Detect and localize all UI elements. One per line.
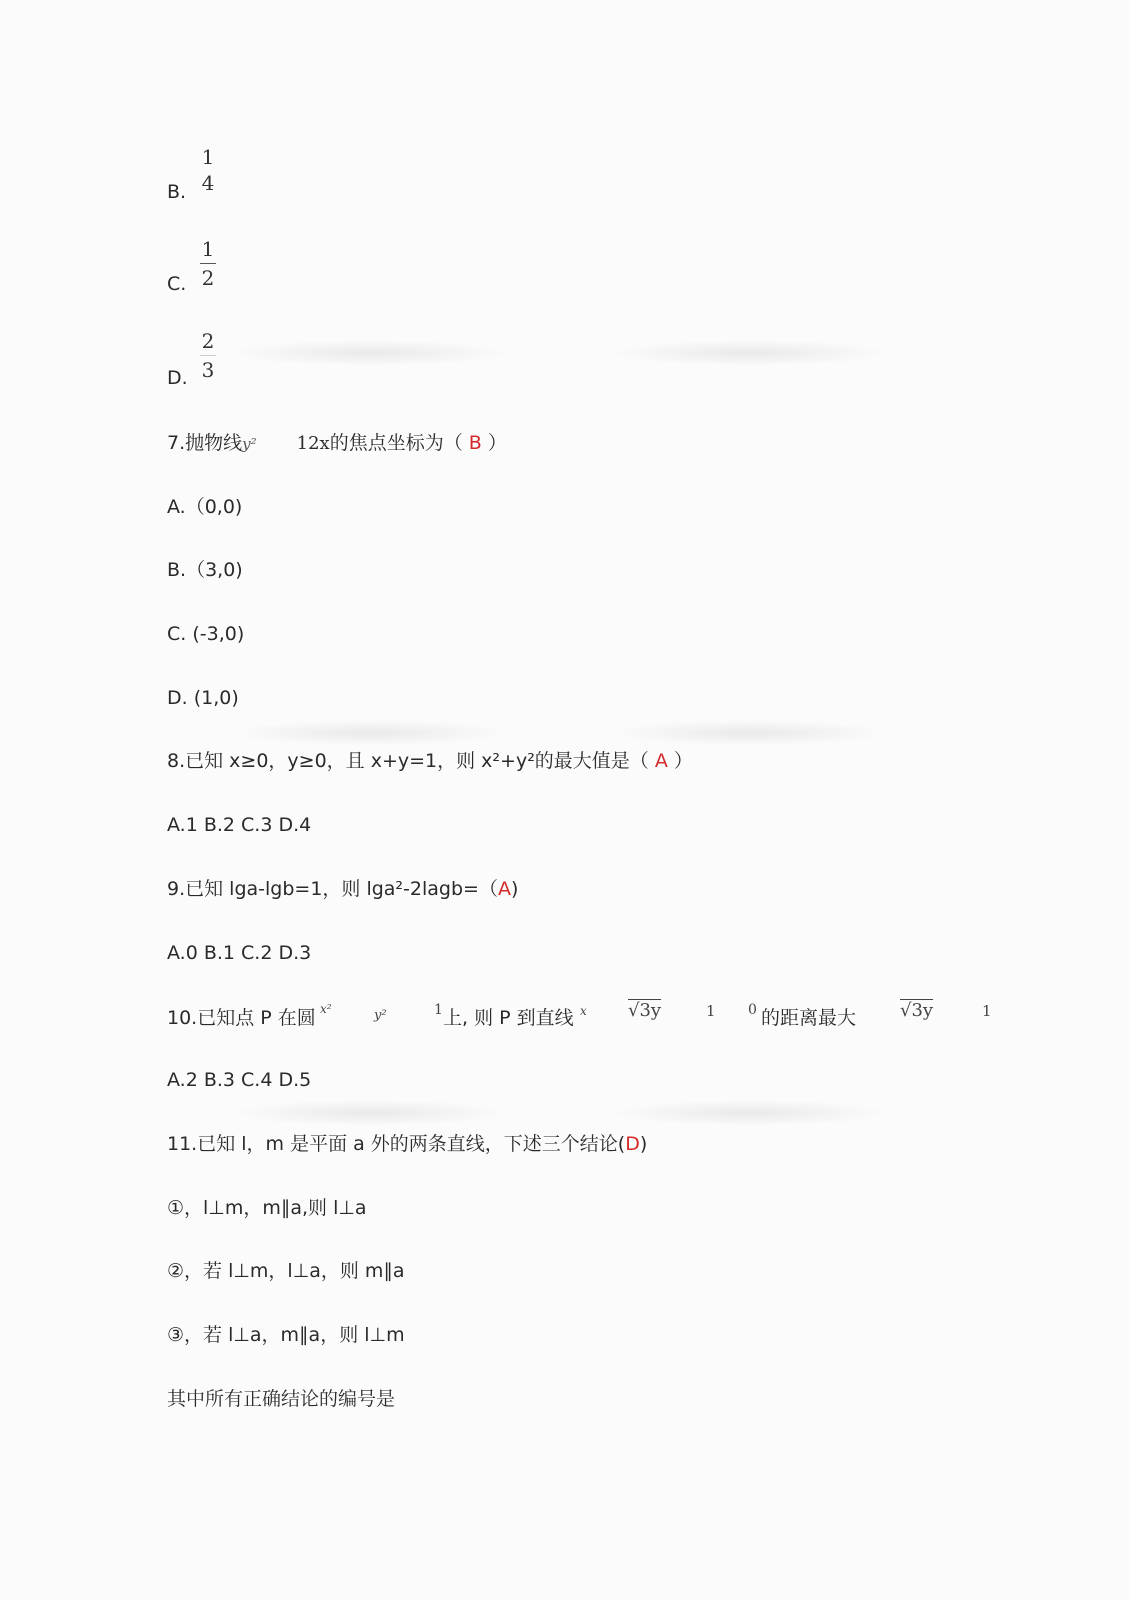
option: B.（3,0): [167, 559, 243, 581]
question-11: [167, 1132, 647, 1156]
question-7: [167, 431, 507, 456]
numerator: 1: [201, 145, 215, 169]
question-text: 8.已知 x≥0，y≥0，且 x+y=1，则 x²+y²的最大值是（: [167, 750, 649, 772]
math-fragment: y²: [242, 435, 257, 453]
math-fragment: √3y: [900, 1000, 934, 1021]
math-fragment: 0: [748, 1002, 757, 1018]
option-label: D.: [167, 367, 188, 389]
question-text: ): [510, 878, 519, 900]
question-10: [167, 1006, 316, 1030]
math-fragment: √3y: [628, 1000, 662, 1021]
answer: D: [625, 1133, 640, 1155]
question-text: 的距离最大: [761, 1007, 857, 1029]
question-text: 的焦点坐标为（: [329, 432, 463, 454]
question-text: 7.抛物线: [167, 432, 243, 454]
option-c: [167, 272, 186, 296]
math-fragment: 1: [982, 1002, 992, 1020]
math-fragment: 12x: [296, 433, 330, 454]
option: D. (1,0): [167, 687, 239, 709]
question-text: ）: [673, 750, 693, 772]
question-8: [167, 749, 693, 773]
question-text: 10.已知点 P 在圆: [167, 1007, 316, 1029]
denominator: 2: [201, 266, 215, 290]
question-text: 上, 则 P 到直线: [443, 1007, 574, 1029]
math-fragment: x: [580, 1004, 587, 1018]
answer: A: [497, 878, 511, 900]
option-label: C.: [167, 273, 187, 295]
answer: A: [654, 750, 668, 772]
watermark-smudge: [230, 720, 510, 746]
statement: ①，l⊥m，m∥a,则 l⊥a: [167, 1197, 367, 1219]
option: C. (-3,0): [167, 623, 245, 645]
statement: ②，若 l⊥m，l⊥a，则 m∥a: [167, 1260, 405, 1282]
math-fragment: y²: [374, 1008, 387, 1023]
question-text: 9.已知 lga-lgb=1，则 lga²-2lagb=（: [167, 878, 498, 900]
watermark-smudge: [610, 1100, 890, 1126]
watermark-smudge: [610, 720, 890, 746]
question-text: 11.已知 l，m 是平面 a 外的两条直线，下述三个结论(: [167, 1133, 626, 1155]
fraction: [200, 329, 216, 382]
option-b: [167, 180, 186, 204]
options: A.2 B.3 C.4 D.5: [167, 1069, 312, 1091]
math-fragment: x²: [320, 1002, 332, 1016]
option-label: B.: [167, 181, 187, 203]
watermark-smudge: [230, 340, 510, 366]
option: A.（0,0): [167, 496, 243, 518]
conclusion-text: 其中所有正确结论的编号是: [167, 1388, 396, 1410]
fraction: [200, 237, 216, 290]
question-text: ): [639, 1133, 648, 1155]
option-d: [167, 366, 188, 390]
options: A.0 B.1 C.2 D.3: [167, 942, 312, 964]
denominator: 3: [201, 358, 215, 382]
answer: B: [468, 432, 482, 454]
statement: ③，若 l⊥a，m∥a，则 l⊥m: [167, 1324, 405, 1346]
numerator: 1: [201, 237, 215, 261]
watermark-smudge: [230, 1100, 510, 1126]
options: A.1 B.2 C.3 D.4: [167, 814, 312, 836]
question-text: ）: [487, 432, 507, 454]
math-fragment: 1: [706, 1002, 716, 1020]
numerator: 2: [201, 329, 215, 353]
watermark-smudge: [610, 340, 890, 366]
question-9: [167, 877, 518, 901]
fraction: [200, 145, 216, 195]
denominator: 4: [201, 171, 215, 195]
math-fragment: 1: [434, 1002, 443, 1018]
